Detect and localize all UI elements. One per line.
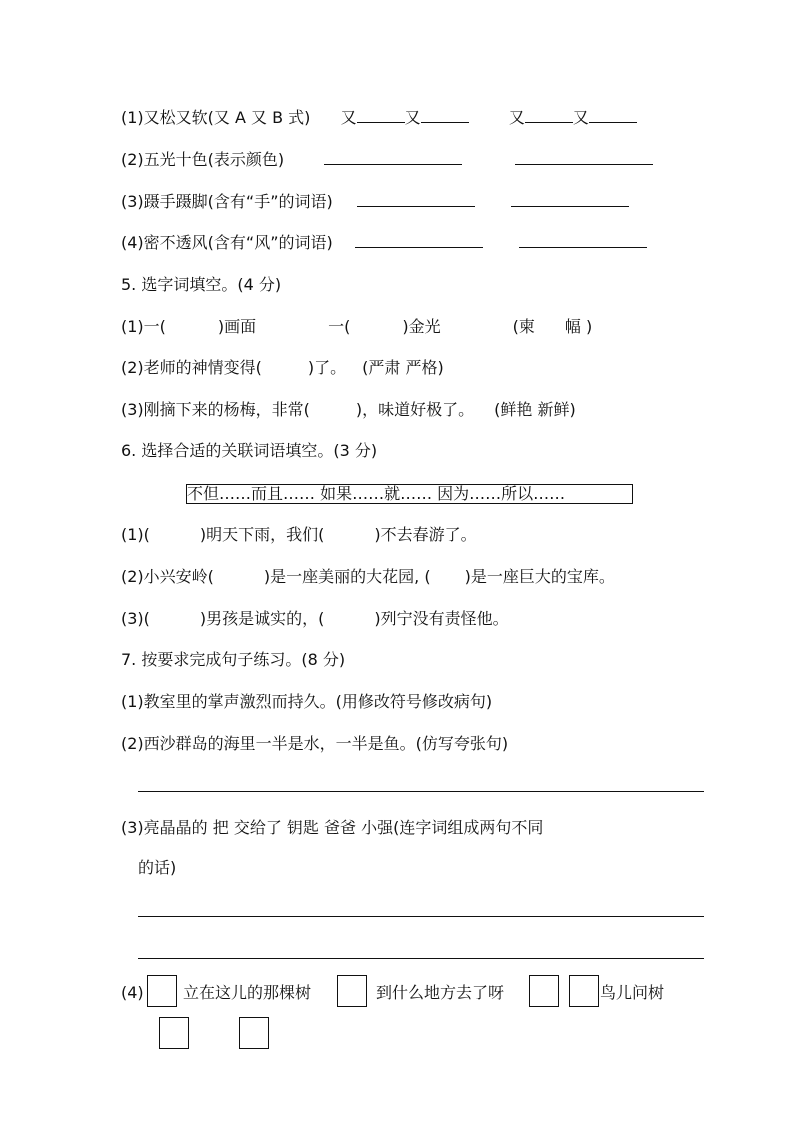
- punctuation-box[interactable]: [159, 1017, 189, 1049]
- q5-line-1: [121, 317, 592, 337]
- answer-blank[interactable]: [357, 192, 475, 207]
- q6-line-3: [121, 609, 509, 629]
- answer-blank[interactable]: [355, 233, 483, 248]
- q4-item-1: [121, 108, 637, 128]
- q6-line-1-part-c: )不去春游了。: [374, 525, 477, 544]
- q5-heading: 5. 选字词填空。(4 分): [121, 275, 282, 294]
- punctuation-box[interactable]: [529, 975, 559, 1007]
- answer-line[interactable]: [138, 958, 704, 959]
- q6-line-3-part-a: (3)(: [121, 609, 150, 628]
- q6-line-2: [121, 567, 615, 587]
- q5-line-1-part-d: )金光: [402, 317, 441, 336]
- answer-blank[interactable]: [519, 233, 647, 248]
- q4-item-1-prefix-3: 又: [508, 108, 525, 127]
- q4-item-3: [121, 192, 629, 212]
- answer-blank[interactable]: [589, 108, 637, 123]
- q7-sentence-4-text-1: 立在这儿的那棵树: [183, 983, 312, 1002]
- q5-line-2: [121, 358, 444, 378]
- q5-line-2-options: (严肃 严格): [362, 358, 444, 377]
- q4-item-4-label: (4)密不透风(含有“风”的词语): [121, 233, 333, 252]
- q5-line-3-options: (鲜艳 新鲜): [494, 400, 576, 419]
- answer-blank[interactable]: [324, 150, 462, 165]
- q5-line-1-option-2: 幅 ): [564, 317, 593, 336]
- q7-sentence-2: (2)西沙群岛的海里一半是水，一半是鱼。(仿写夸张句): [121, 734, 509, 753]
- q5-line-3-part-b: )，味道好极了。: [355, 400, 475, 419]
- answer-blank[interactable]: [421, 108, 469, 123]
- answer-blank[interactable]: [525, 108, 573, 123]
- q5-line-1-part-a: (1)一(: [121, 317, 166, 336]
- q7-sentence-3: (3)亮晶晶的 把 交给了 钥匙 爸爸 小强(连字词组成两句不同: [121, 818, 544, 837]
- q4-item-2: [121, 150, 653, 170]
- q6-line-1: [121, 525, 477, 545]
- q6-line-1-part-b: )明天下雨，我们(: [199, 525, 325, 544]
- punctuation-box[interactable]: [239, 1017, 269, 1049]
- q6-line-3-part-c: )列宁没有责怪他。: [374, 609, 509, 628]
- q6-line-2-part-a: (2)小兴安岭(: [121, 567, 214, 586]
- answer-line[interactable]: [138, 791, 704, 792]
- answer-blank[interactable]: [515, 150, 653, 165]
- q5-line-1-part-b: )画面: [217, 317, 257, 336]
- q7-sentence-1: (1)教室里的掌声激烈而持久。(用修改符号修改病句): [121, 692, 493, 711]
- q6-line-2-part-c: )是一座巨大的宝库。: [464, 567, 615, 586]
- q7-sentence-3-cont: 的话): [138, 858, 177, 877]
- q4-item-1-prefix-2: 又: [404, 108, 421, 127]
- q5-line-2-part-a: (2)老师的神情变得(: [121, 358, 262, 377]
- q5-line-1-part-c: 一(: [328, 317, 351, 336]
- answer-blank[interactable]: [511, 192, 629, 207]
- answer-line[interactable]: [138, 916, 704, 917]
- q5-line-3: [121, 400, 576, 420]
- punctuation-box[interactable]: [569, 975, 599, 1007]
- q6-line-1-part-a: (1)(: [121, 525, 150, 544]
- q4-item-1-label: (1)又松又软(又 A 又 B 式): [121, 108, 311, 127]
- q4-item-2-label: (2)五光十色(表示颜色): [121, 150, 285, 169]
- q7-sentence-4-text-2: 到什么地方去了呀: [376, 983, 505, 1002]
- q6-line-2-part-b: )是一座美丽的大花园, (: [263, 567, 431, 586]
- punctuation-box[interactable]: [337, 975, 367, 1007]
- q6-line-3-part-b: )男孩是诚实的，(: [199, 609, 325, 628]
- q7-heading: 7. 按要求完成句子练习。(8 分): [121, 650, 346, 669]
- answer-blank[interactable]: [357, 108, 405, 123]
- q4-item-1-prefix-4: 又: [572, 108, 589, 127]
- q5-line-3-part-a: (3)刚摘下来的杨梅，非常(: [121, 400, 310, 419]
- q7-sentence-4-number: (4): [121, 983, 144, 1002]
- q5-line-2-part-b: )了。: [307, 358, 347, 377]
- q4-item-1-prefix-1: 又: [340, 108, 357, 127]
- q4-item-4: [121, 233, 647, 253]
- q5-line-1-option-1: (柬: [512, 317, 535, 336]
- q6-heading: 6. 选择合适的关联词语填空。(3 分): [121, 441, 378, 460]
- q7-sentence-4-text-3: 鸟儿问树: [600, 983, 665, 1002]
- q6-word-box: 不但……而且…… 如果……就…… 因为……所以……: [186, 484, 633, 504]
- q4-item-3-label: (3)蹑手蹑脚(含有“手”的词语): [121, 192, 333, 211]
- punctuation-box[interactable]: [147, 975, 177, 1007]
